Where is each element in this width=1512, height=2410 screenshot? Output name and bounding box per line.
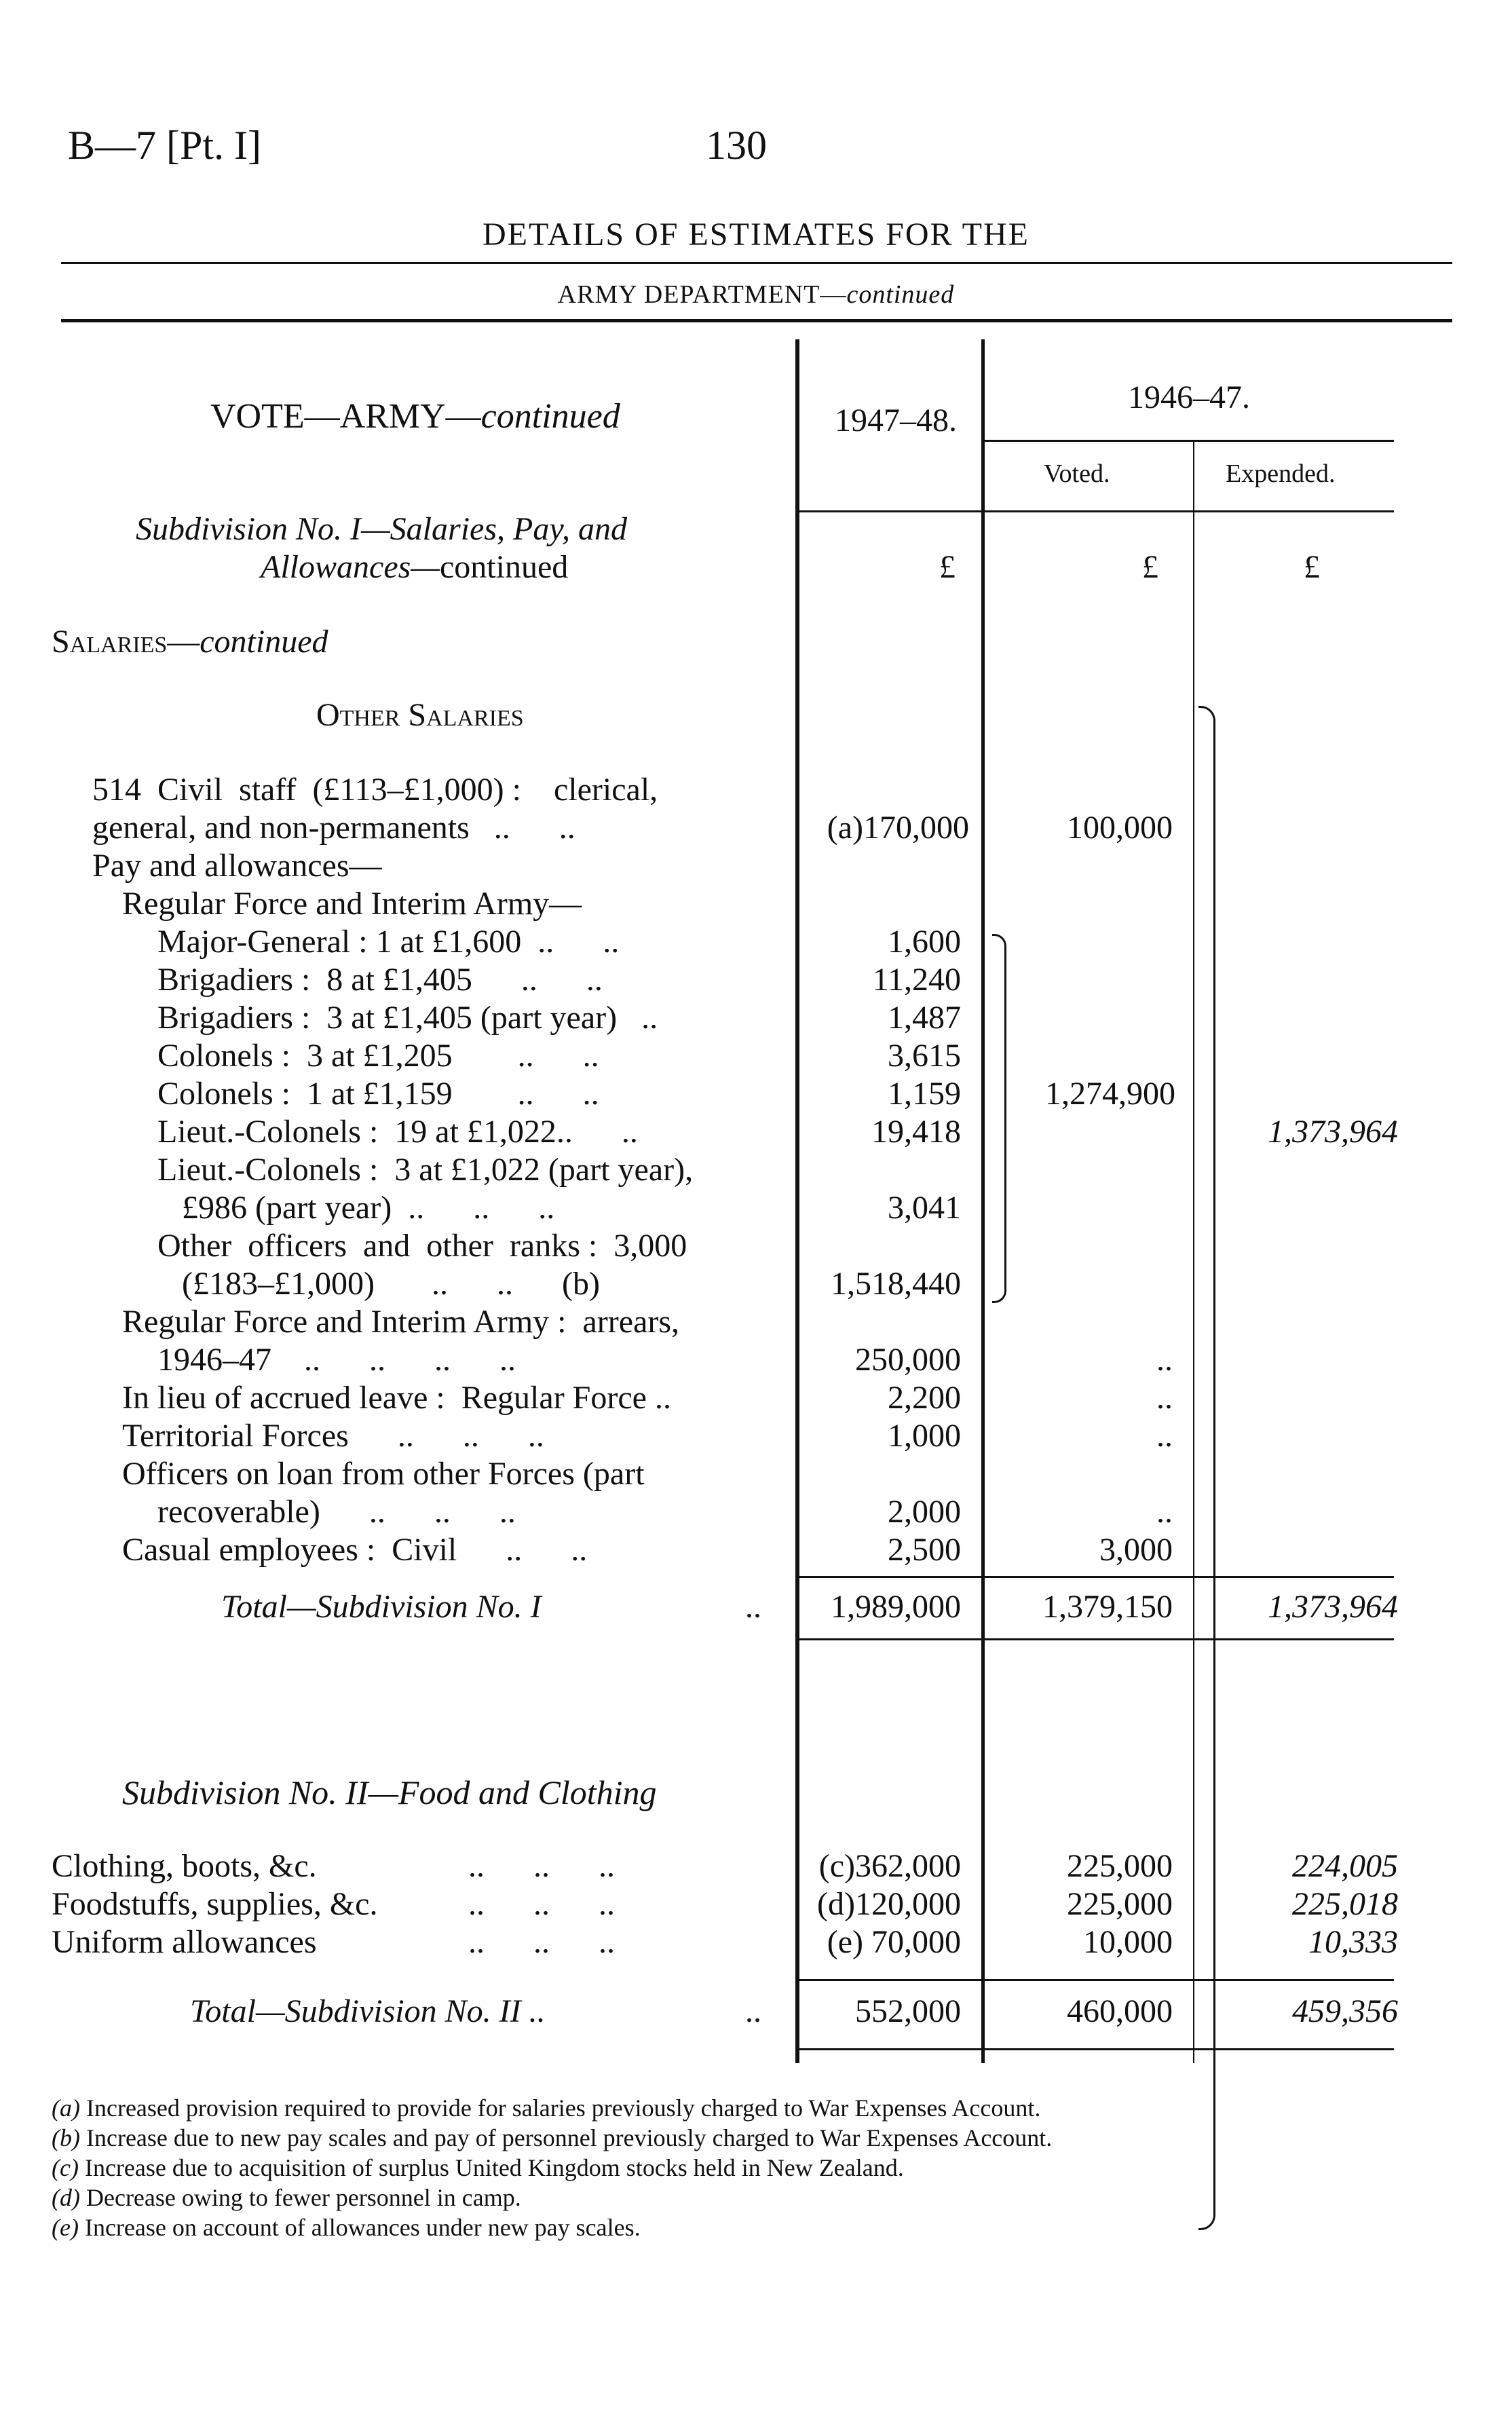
row-1947-value: 11,240 xyxy=(872,962,961,998)
subdivision-1-heading: Subdivision No. I—Salaries, Pay, and xyxy=(136,511,627,547)
row-514-label: 514 Civil staff (£113–£1,000) : clerical, xyxy=(92,772,658,808)
col-header-1947-48: 1947–48. xyxy=(835,402,957,438)
row-label: Lieut.-Colonels : 3 at £1,022 (part year), xyxy=(157,1152,694,1188)
subdivision-2-heading: Subdivision No. II—Food and Clothing xyxy=(122,1773,657,1811)
header-rule xyxy=(61,319,1452,322)
row-1947-value: 1,159 xyxy=(888,1076,961,1112)
total-2-dots: .. xyxy=(745,1993,761,2029)
brace-voted-value: 1,274,900 xyxy=(1045,1076,1175,1112)
total-2-voted: 460,000 xyxy=(1067,1993,1173,2029)
row2-label: Foodstuffs, supplies, &c. xyxy=(52,1886,378,1922)
row-1947-value: 1,487 xyxy=(888,1000,961,1036)
row-1947-value: 3,041 xyxy=(888,1190,961,1226)
row2-label: Clothing, boots, &c. xyxy=(52,1848,317,1884)
row-1947-value: 2,200 xyxy=(888,1380,961,1416)
page-title: DETAILS OF ESTIMATES FOR THE xyxy=(483,216,1029,252)
total-1-bottom-rule xyxy=(795,1638,1394,1640)
row-label: Major-General : 1 at £1,600 .. .. xyxy=(157,924,620,960)
row-label: general, and non-permanents .. .. xyxy=(92,810,575,846)
row2-expended-value: 10,333 xyxy=(1308,1924,1398,1960)
row-1947-value: 3,615 xyxy=(888,1038,961,1074)
row-label: Brigadiers : 8 at £1,405 .. .. xyxy=(157,962,603,998)
row2-voted-value: 10,000 xyxy=(1083,1924,1173,1960)
total-1-voted: 1,379,150 xyxy=(1042,1589,1173,1625)
col-header-voted: Voted. xyxy=(1044,459,1110,488)
row2-dots: .. .. .. xyxy=(468,1924,615,1960)
row-1947-value: 2,500 xyxy=(888,1532,961,1568)
column-divider-voted xyxy=(981,339,985,2063)
total-1-label: Total—Subdivision No. I xyxy=(221,1589,542,1625)
voted-brace xyxy=(992,934,1006,1303)
row-label: Regular Force and Interim Army : arrears, xyxy=(122,1304,680,1340)
column-divider-expended xyxy=(1193,441,1194,2063)
row-label: recoverable) .. .. .. xyxy=(157,1494,516,1530)
total-2-bottom-rule xyxy=(795,2048,1394,2050)
row-voted-value: .. xyxy=(1156,1418,1173,1454)
total-2-label: Total—Subdivision No. II .. xyxy=(190,1993,546,2029)
pound-sign-1947: £ xyxy=(939,549,956,585)
row-label: £986 (part year) .. .. .. xyxy=(182,1190,555,1226)
row-1947-value: 1,518,440 xyxy=(831,1266,961,1302)
pound-sign-expended: £ xyxy=(1304,549,1320,585)
title-rule xyxy=(61,262,1452,264)
total-2-top-rule xyxy=(795,1979,1394,1981)
row-label: (£183–£1,000) .. .. (b) xyxy=(182,1266,600,1302)
total-2-expended: 459,356 xyxy=(1292,1993,1398,2029)
row2-1947-value: (e) 70,000 xyxy=(827,1924,961,1960)
pound-sign-voted: £ xyxy=(1142,549,1158,585)
total-1-dots: .. xyxy=(745,1589,761,1625)
footnote-c: (c) Increase due to acquisition of surplus United Kingdom stocks held in New Zealand. xyxy=(52,2154,904,2181)
footnote-e: (e) Increase on account of allowances under new pay scales. xyxy=(52,2214,641,2241)
subdivision-1-heading-line2: Allowances—continued xyxy=(261,549,569,585)
row2-label: Uniform allowances xyxy=(52,1924,317,1960)
row-label: Other officers and other ranks : 3,000 xyxy=(157,1228,687,1264)
row-label: Pay and allowances— xyxy=(92,848,382,884)
row-label: Brigadiers : 3 at £1,405 (part year) .. xyxy=(157,1000,658,1036)
row2-dots: .. .. .. xyxy=(468,1886,615,1922)
total-2-1947: 552,000 xyxy=(855,1993,961,2029)
footnote-b: (b) Increase due to new pay scales and pay of personnel previously charged to War Expenses Account. xyxy=(52,2124,1053,2151)
other-salaries-heading: Other Salaries xyxy=(316,697,524,733)
row-label: Colonels : 1 at £1,159 .. .. xyxy=(157,1076,599,1112)
footnote-d: (d) Decrease owing to fewer personnel in camp. xyxy=(52,2184,521,2211)
row2-dots: .. .. .. xyxy=(468,1848,615,1884)
row-1947-value: 1,600 xyxy=(888,924,961,960)
total-1-expended: 1,373,964 xyxy=(1268,1589,1398,1625)
row-voted-value: .. xyxy=(1156,1494,1173,1530)
row-label: Regular Force and Interim Army— xyxy=(122,886,582,922)
row-voted-value: .. xyxy=(1156,1342,1173,1378)
col-header-bottom-rule xyxy=(795,510,1394,512)
row-label: Colonels : 3 at £1,205 .. .. xyxy=(157,1038,599,1074)
row-1947-value: 19,418 xyxy=(871,1114,961,1150)
row-1947-value: 1,000 xyxy=(888,1418,961,1454)
row-1947-value: 250,000 xyxy=(855,1342,961,1378)
row-label: Lieut.-Colonels : 19 at £1,022.. .. xyxy=(157,1114,638,1150)
row-label: In lieu of accrued leave : Regular Force .. xyxy=(122,1380,671,1416)
page-number: 130 xyxy=(706,123,767,168)
row2-voted-value: 225,000 xyxy=(1067,1848,1173,1884)
col-header-1946-47: 1946–47. xyxy=(1128,379,1250,415)
page-reference: B—7 [Pt. I] xyxy=(68,123,261,168)
row-voted-value: 100,000 xyxy=(1067,810,1173,846)
col-header-rule xyxy=(981,440,1394,442)
row2-1947-value: (c)362,000 xyxy=(818,1848,961,1884)
row-label: Territorial Forces .. .. .. xyxy=(122,1418,544,1454)
footnote-a: (a) Increased provision required to provide for salaries previously charged to War Expenses Account. xyxy=(52,2094,1041,2122)
row2-expended-value: 225,018 xyxy=(1292,1886,1398,1922)
total-1-1947: 1,989,000 xyxy=(831,1589,961,1625)
row-voted-value: .. xyxy=(1156,1380,1173,1416)
row2-expended-value: 224,005 xyxy=(1292,1848,1398,1884)
row-1947-value: 2,000 xyxy=(888,1494,961,1530)
row-1947-value: (a)170,000 xyxy=(827,810,969,846)
salaries-heading: Salaries—continued xyxy=(52,624,328,660)
total-1-top-rule xyxy=(795,1576,1394,1578)
row-label: 1946–47 .. .. .. .. xyxy=(157,1342,516,1378)
row-voted-value: 3,000 xyxy=(1099,1532,1173,1568)
page-subtitle: ARMY DEPARTMENT—continued xyxy=(557,280,955,309)
row2-voted-value: 225,000 xyxy=(1067,1886,1173,1922)
row-label: Casual employees : Civil .. .. xyxy=(122,1532,588,1568)
row-label: Officers on loan from other Forces (part xyxy=(122,1456,645,1492)
vote-heading: VOTE—ARMY—continued xyxy=(210,397,620,436)
row2-1947-value: (d)120,000 xyxy=(817,1886,961,1922)
brace-expended-value: 1,373,964 xyxy=(1268,1114,1398,1150)
col-header-expended: Expended. xyxy=(1226,459,1336,488)
